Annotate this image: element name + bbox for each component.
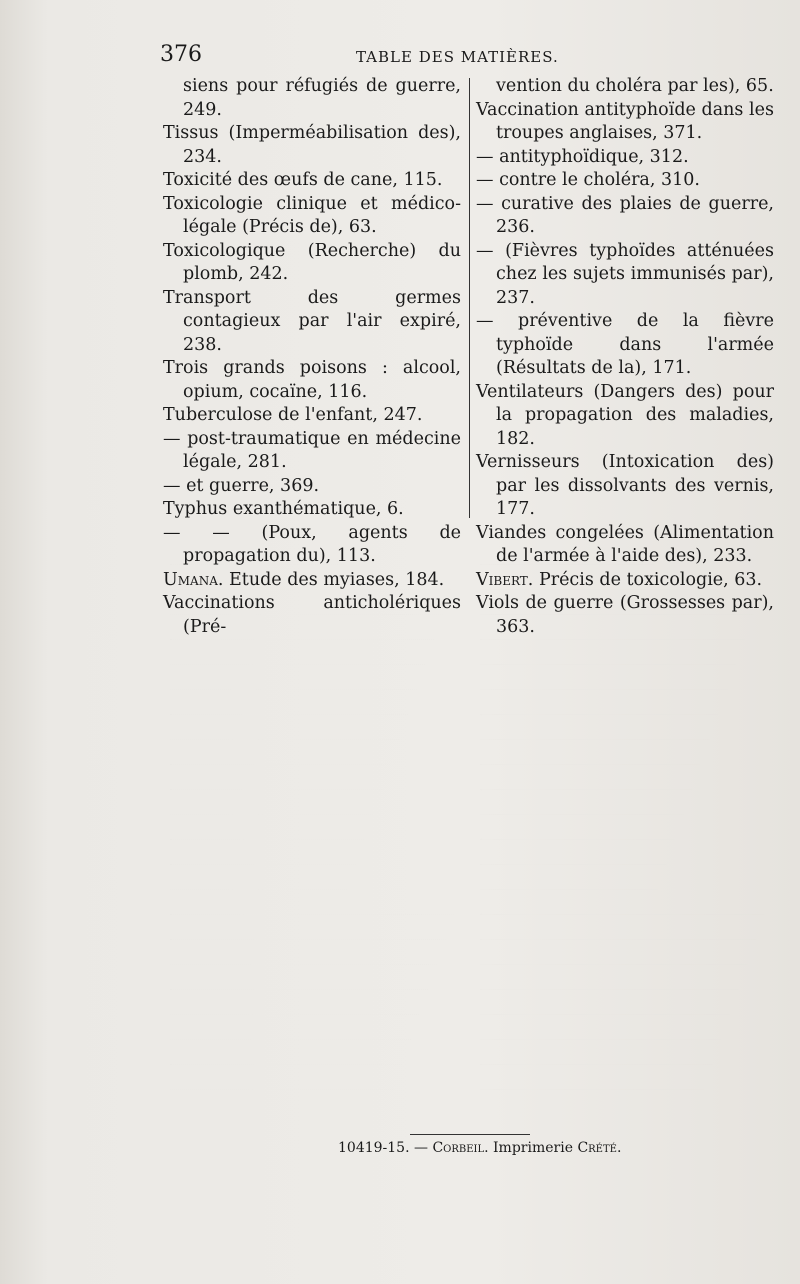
show-through-line <box>480 990 729 1015</box>
index-entry-text: Typhus exanthématique, 6. <box>163 499 404 519</box>
show-through-line <box>480 715 709 740</box>
show-through-line <box>480 690 718 715</box>
show-through-line <box>480 790 683 815</box>
index-entry-text: — antityphoïdique, 312. <box>476 146 689 167</box>
show-through-line <box>170 1040 402 1065</box>
index-entry-text: siens pour réfugiés de guerre, 249. <box>183 76 461 120</box>
index-entry <box>476 146 774 170</box>
column-divider <box>469 78 470 518</box>
index-entry <box>163 122 461 169</box>
show-through-line <box>480 1065 703 1090</box>
show-through-line <box>480 740 700 765</box>
show-through-line <box>480 765 692 790</box>
index-entry <box>476 75 774 99</box>
index-column-right <box>476 75 774 639</box>
show-through-line <box>480 915 756 940</box>
show-through-line <box>170 1015 411 1040</box>
index-entry-text: Ventilateurs (Dangers des) pour la propagation des maladies, 182. <box>476 381 774 449</box>
imprint-dash: — <box>409 1140 433 1156</box>
show-through-line <box>170 690 408 715</box>
show-through-line <box>170 865 347 890</box>
index-entry-text: Tissus (Imperméabilisation des), 234. <box>163 123 461 167</box>
index-entry-text: — préventive de la fièvre typhoïde dans l'armée (Résultats de la), 171. <box>476 311 774 378</box>
show-through-line <box>480 940 747 965</box>
show-through-line <box>480 640 735 665</box>
show-through-line <box>170 815 364 840</box>
index-entry-text: vention du choléra par les), 65. <box>496 76 774 96</box>
imprint-printer: Imprimerie <box>488 1140 578 1156</box>
show-through-line <box>170 990 419 1015</box>
index-entry-text: Toxicité des œufs de cane, 115. <box>163 170 443 190</box>
index-entry-text: Précis de toxicologie, 63. <box>538 569 763 590</box>
show-through-line <box>480 840 666 865</box>
show-through-line <box>170 665 417 690</box>
index-entry <box>163 169 461 193</box>
index-entry <box>163 240 461 287</box>
show-through-line <box>170 840 356 865</box>
index-entry-text: Etude des myiases, 184. <box>229 569 445 590</box>
index-entry <box>476 592 774 639</box>
index-entry <box>476 451 774 522</box>
show-through-line <box>170 765 382 790</box>
index-entry-text: Viols de guerre (Grossesses par), 363. <box>476 593 774 637</box>
show-through-line <box>170 1065 393 1090</box>
index-entry <box>476 193 774 240</box>
show-through-line <box>480 815 674 840</box>
index-entry-text: — contre le choléra, 310. <box>476 170 700 190</box>
print-code: 10419-15. <box>338 1140 410 1156</box>
index-entry-text: Vaccinations anticholériques (Pré- <box>163 593 461 637</box>
show-through-line <box>480 1040 712 1065</box>
index-entry <box>163 569 461 593</box>
index-entry <box>163 75 461 122</box>
show-through-line <box>170 915 446 940</box>
index-entry <box>163 357 461 404</box>
show-through-line <box>480 890 764 915</box>
show-through-line <box>480 865 657 890</box>
show-through-line <box>480 1015 721 1040</box>
show-through-line <box>170 940 437 965</box>
index-entry <box>163 428 461 475</box>
imprint-printer-name: Crété. <box>577 1140 622 1156</box>
index-entry-text: Vaccination antityphoïde dans les troupes anglaises, 371. <box>476 99 774 143</box>
index-entry-text: Transport des germes contagieux par l'air expiré, 238. <box>163 287 461 355</box>
index-entry <box>163 592 461 639</box>
index-entry <box>163 475 461 499</box>
index-entry <box>476 569 774 593</box>
index-entry-text: — post-traumatique en médecine légale, 281. <box>163 428 461 472</box>
show-through-line <box>480 965 738 990</box>
index-entry-text: Tuberculose de l'enfant, 247. <box>163 405 423 425</box>
printer-imprint <box>338 1140 638 1156</box>
index-entry-text: Viandes congelées (Alimentation de l'armée à l'aide des), 233. <box>476 522 774 566</box>
imprint-place: Corbeil. <box>432 1140 489 1156</box>
index-entry-text: — (Fièvres typhoïdes atténuées chez les sujets immunisés par), 237. <box>476 240 774 308</box>
index-column-left <box>163 75 461 639</box>
index-entry-text: — et guerre, 369. <box>163 475 320 496</box>
show-through-line <box>170 965 428 990</box>
index-entry <box>476 522 774 569</box>
show-through-line <box>170 740 390 765</box>
index-entry-text: — curative des plaies de guerre, 236. <box>476 193 774 237</box>
show-through-line <box>170 640 425 665</box>
index-entry <box>476 99 774 146</box>
index-entry <box>476 381 774 452</box>
show-through-line <box>170 890 454 915</box>
index-entry <box>163 193 461 240</box>
index-entry <box>476 310 774 381</box>
index-entry <box>163 522 461 569</box>
show-through-line <box>170 715 399 740</box>
index-entry <box>163 287 461 358</box>
show-through-line <box>480 665 727 690</box>
index-entry-author: Umana. <box>163 569 224 590</box>
index-entry <box>163 498 461 522</box>
index-entry-text: Trois grands poisons : alcool, opium, cocaïne, 116. <box>163 358 461 402</box>
index-entry <box>476 169 774 193</box>
index-entry <box>476 240 774 311</box>
index-entry-text: Toxicologie clinique et médico-légale (Précis de), 63. <box>163 193 461 237</box>
index-entry <box>163 404 461 428</box>
footer-rule <box>410 1134 530 1135</box>
index-entry-text: Vernisseurs (Intoxication des) par les dissolvants des vernis, 177. <box>476 452 774 519</box>
index-entry-text: — — (Poux, agents de propagation du), 113. <box>163 522 461 566</box>
page-header <box>160 42 580 72</box>
index-entry-author: Vibert. <box>476 569 534 590</box>
running-title: TABLE DES MATIÈRES. <box>356 48 559 66</box>
index-entry-text: Toxicologique (Recherche) du plomb, 242. <box>163 240 461 284</box>
page-number: 376 <box>160 42 202 67</box>
show-through-line <box>170 790 373 815</box>
